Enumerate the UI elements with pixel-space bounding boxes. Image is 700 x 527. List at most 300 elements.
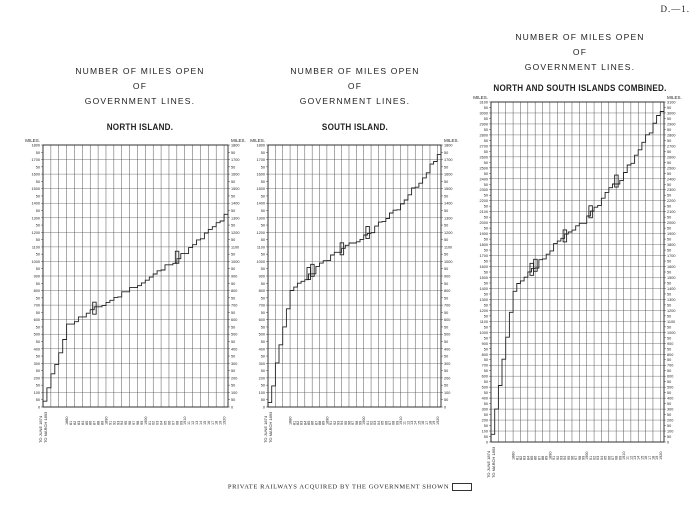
y-tick-label-right: 50 — [231, 354, 236, 359]
x-tick-label: 82 — [518, 455, 523, 460]
y-tick-label-right: 1100 — [231, 245, 240, 250]
x-tick-label: 86 — [88, 420, 93, 425]
y-tick-label-right: 50 — [667, 402, 672, 407]
y-tick-label-right: 50 — [231, 267, 236, 272]
y-tick-label-left: 500 — [33, 332, 40, 337]
y-tick-label-left: 50 — [483, 270, 488, 275]
x-tick-label: 86 — [533, 455, 538, 460]
caption — [0, 483, 700, 491]
x-tick-label: 99 — [358, 420, 363, 425]
y-tick-label-left: 1700 — [31, 158, 40, 163]
heading-line: OF — [132, 81, 148, 91]
y-tick-label-right: 1900 — [667, 232, 676, 237]
y-tick-label-right: 50 — [667, 116, 672, 121]
y-tick-label-left: 1800 — [256, 143, 265, 148]
y-tick-label-left: 50 — [35, 223, 40, 228]
y-tick-label-right: 50 — [231, 325, 236, 330]
y-tick-label-right: 50 — [667, 314, 672, 319]
y-tick-label-right: 50 — [667, 182, 672, 187]
x-tick-label: 14 — [198, 420, 203, 425]
y-tick-label-left: 2800 — [479, 133, 488, 138]
y-tick-label-left: 50 — [483, 105, 488, 110]
y-tick-label-left: 50 — [483, 413, 488, 418]
y-tick-label-left: 50 — [260, 310, 265, 315]
x-tick-label: 12 — [629, 455, 634, 460]
x-tick-label: 04 — [159, 420, 164, 425]
x-tick-label: 81 — [69, 420, 74, 425]
x-tick-label: 16 — [206, 420, 211, 425]
y-tick-label-right: 50 — [444, 238, 449, 243]
y-tick-label-right: 50 — [667, 160, 672, 165]
x-tick-label: 11 — [402, 421, 407, 425]
x-tick-label: 86 — [310, 420, 315, 425]
y-tick-label-left: 200 — [481, 418, 488, 423]
y-axis-unit-left: MILES. — [25, 138, 40, 143]
heading-line: GOVERNMENT LINES. — [84, 96, 196, 106]
x-tick-label-start: TO JUNE 1874 — [38, 415, 43, 443]
x-tick-label: 93 — [559, 455, 564, 460]
y-tick-label-right: 50 — [231, 194, 236, 199]
x-tick-label: 91 — [108, 420, 113, 425]
y-tick-label-left: 500 — [481, 385, 488, 390]
y-tick-label-left: 50 — [483, 402, 488, 407]
y-tick-label-right: 50 — [667, 259, 672, 264]
x-tick-label: 04 — [376, 420, 381, 425]
y-tick-label-right: 50 — [231, 209, 236, 213]
y-tick-label-left: 50 — [260, 369, 265, 374]
x-tick-label: 15 — [640, 455, 645, 460]
y-tick-label-left: 1700 — [479, 254, 488, 259]
y-tick-label-right: 50 — [667, 127, 672, 132]
y-tick-label-right: 700 — [667, 363, 674, 368]
y-tick-label-right: 50 — [231, 296, 236, 301]
y-tick-label-right: 50 — [444, 252, 449, 257]
y-tick-label-right: 200 — [444, 376, 451, 381]
y-tick-label-right: 600 — [667, 374, 674, 379]
y-tick-label-left: 3000 — [479, 111, 488, 116]
x-tick-label: 99 — [581, 455, 586, 460]
x-tick-label: 13 — [195, 420, 200, 425]
y-tick-label-right: 50 — [667, 347, 672, 352]
y-tick-label-right: 50 — [667, 237, 672, 242]
y-tick-label-left: 50 — [483, 138, 488, 143]
y-tick-label-left: 1200 — [31, 230, 40, 235]
y-tick-label-right: 1800 — [444, 143, 453, 148]
y-tick-label-right: 2800 — [667, 133, 676, 138]
y-tick-label-left: 1400 — [256, 201, 265, 206]
y-axis-unit-left: MILES. — [250, 138, 265, 143]
y-tick-label-left: 2100 — [479, 210, 488, 215]
heading-line: NUMBER OF MILES OPEN — [75, 66, 205, 76]
y-tick-label-right: 1800 — [667, 243, 676, 248]
y-tick-label-right: 50 — [667, 391, 672, 396]
caption-text: PRIVATE RAILWAYS ACQUIRED BY THE GOVERNMENT SHOWN — [227, 483, 450, 491]
y-tick-label-left: 50 — [483, 358, 488, 363]
y-tick-label-left: 50 — [35, 238, 40, 243]
y-tick-label-left: 800 — [481, 352, 488, 357]
x-tick-label-start: TO MARCH 1893 — [43, 411, 48, 443]
y-tick-label-left: 1300 — [31, 216, 40, 221]
y-tick-label-left: 50 — [483, 325, 488, 330]
y-tick-label-right: 1600 — [231, 172, 240, 177]
y-tick-label-right: 50 — [667, 270, 672, 275]
y-tick-label-right: 50 — [667, 149, 672, 154]
x-tick-label: 12 — [191, 420, 196, 425]
x-tick-label: 16 — [421, 420, 426, 425]
x-tick-label: 92 — [112, 420, 117, 425]
x-tick-label: 1920 — [435, 416, 440, 425]
y-tick-label-right: 1100 — [444, 245, 453, 250]
y-tick-label-right: 900 — [667, 341, 674, 346]
y-tick-label-left: 400 — [258, 347, 265, 352]
x-tick-label: 85 — [84, 420, 89, 425]
x-tick-label: 1890 — [104, 416, 109, 425]
x-tick-label: 02 — [151, 420, 156, 425]
y-tick-label-right: 0 — [444, 405, 447, 410]
y-tick-label-right: 500 — [231, 332, 238, 337]
y-tick-label-left: 100 — [33, 390, 40, 395]
x-tick-label: 16 — [644, 455, 649, 460]
y-tick-label-left: 600 — [33, 318, 40, 323]
y-tick-label-right: 1800 — [231, 143, 240, 148]
x-tick-label: 97 — [351, 420, 356, 425]
y-tick-label-right: 0 — [231, 405, 234, 410]
x-tick-label: 82 — [295, 420, 300, 425]
y-tick-label-right: 200 — [667, 418, 674, 423]
x-tick-label: 03 — [596, 455, 601, 460]
x-tick-label: 05 — [380, 420, 385, 425]
x-tick-label: 85 — [529, 455, 534, 460]
x-tick-label: 99 — [139, 420, 144, 425]
y-tick-label-right: 50 — [444, 398, 449, 403]
y-tick-label-right: 50 — [667, 204, 672, 209]
x-tick-label: 09 — [395, 420, 400, 425]
y-tick-label-left: 50 — [483, 424, 488, 429]
y-tick-label-left: 50 — [35, 179, 40, 184]
y-tick-label-right: 50 — [231, 398, 236, 403]
x-tick-label: 1900 — [143, 416, 148, 425]
x-tick-label: 08 — [391, 420, 396, 425]
y-tick-label-right: 50 — [231, 238, 236, 243]
y-tick-label-right: 50 — [231, 252, 236, 257]
x-tick-label: 85 — [306, 420, 311, 425]
x-tick-label: 1910 — [399, 416, 404, 425]
y-tick-label-left: 50 — [260, 223, 265, 228]
y-tick-label-left: 50 — [483, 116, 488, 121]
heading-line: NUMBER OF MILES OPEN — [290, 66, 420, 76]
y-tick-label-left: 50 — [483, 303, 488, 308]
y-tick-label-right: 1700 — [444, 158, 453, 163]
x-tick-label-start: TO MARCH 1893 — [491, 446, 496, 478]
x-tick-label: 83 — [76, 420, 81, 425]
x-tick-label: 1910 — [622, 451, 627, 460]
y-tick-label-right: 800 — [444, 289, 451, 294]
x-tick-label: 95 — [343, 420, 348, 425]
x-tick-label: 13 — [410, 420, 415, 425]
x-tick-label: 19 — [218, 420, 223, 425]
x-tick-label: 89 — [321, 420, 326, 425]
x-tick-label: 95 — [566, 455, 571, 460]
y-tick-label-left: 50 — [35, 369, 40, 374]
x-tick-label: 83 — [299, 420, 304, 425]
y-tick-label-right: 1500 — [231, 187, 240, 192]
y-tick-label-left: 1600 — [479, 265, 488, 270]
y-tick-label-left: 50 — [483, 336, 488, 341]
x-tick-label: 93 — [116, 420, 121, 425]
y-tick-label-right: 900 — [444, 274, 451, 279]
y-tick-label-right: 900 — [231, 274, 238, 279]
y-tick-label-right: 50 — [231, 150, 236, 155]
y-axis-unit-right: MILES. — [444, 138, 459, 143]
x-tick-label: 01 — [365, 420, 370, 425]
y-tick-label-left: 1700 — [256, 158, 265, 163]
y-tick-label-left: 1400 — [31, 201, 40, 206]
y-tick-label-left: 100 — [258, 390, 265, 395]
y-tick-label-right: 50 — [667, 424, 672, 429]
x-tick-label: 84 — [526, 455, 531, 460]
y-tick-label-right: 50 — [231, 223, 236, 228]
y-tick-label-right: 400 — [444, 347, 451, 352]
y-tick-label-left: 50 — [483, 248, 488, 253]
y-tick-label-left: 50 — [35, 383, 40, 388]
y-tick-label-right: 50 — [231, 383, 236, 388]
y-tick-label-left: 50 — [35, 150, 40, 155]
y-tick-label-right: 2000 — [667, 221, 676, 226]
x-tick-label: 12 — [406, 420, 411, 425]
y-tick-label-left: 50 — [35, 354, 40, 359]
heading-line: GOVERNMENT LINES. — [299, 96, 411, 106]
y-tick-label-left: 400 — [33, 347, 40, 352]
y-tick-label-right: 1600 — [667, 265, 676, 270]
y-tick-label-left: 50 — [483, 435, 488, 440]
x-tick-label: 95 — [124, 420, 129, 425]
y-tick-label-right: 500 — [444, 332, 451, 337]
y-tick-label-left: 50 — [260, 252, 265, 257]
x-tick-label: 14 — [636, 455, 641, 460]
y-tick-label-right: 50 — [444, 165, 449, 170]
y-tick-label-right: 50 — [667, 358, 672, 363]
y-tick-label-left: 50 — [483, 347, 488, 352]
y-tick-label-left: 1000 — [256, 259, 265, 264]
y-tick-label-right: 50 — [231, 340, 236, 344]
y-tick-label-left: 50 — [483, 160, 488, 165]
x-tick-label: 88 — [541, 455, 546, 460]
x-tick-label: 91 — [329, 420, 334, 425]
x-tick-label: 1920 — [222, 416, 227, 425]
y-tick-label-left: 50 — [483, 314, 488, 319]
y-tick-label-left: 50 — [260, 398, 265, 403]
y-tick-label-left: 2500 — [479, 166, 488, 171]
y-tick-label-right: 50 — [667, 281, 672, 286]
x-tick-label: 01 — [147, 420, 152, 425]
y-tick-label-right: 1000 — [444, 259, 453, 264]
y-tick-label-left: 500 — [258, 332, 265, 337]
x-tick-label: 88 — [318, 420, 323, 425]
x-tick-label: 09 — [179, 420, 184, 425]
y-tick-label-right: 1200 — [667, 308, 676, 313]
x-tick-label: 88 — [96, 420, 101, 425]
x-tick-label: 98 — [135, 420, 140, 425]
y-tick-label-left: 50 — [35, 340, 40, 344]
y-tick-label-left: 50 — [260, 179, 265, 184]
y-tick-label-left: 50 — [35, 296, 40, 301]
x-tick-label: 87 — [92, 420, 97, 425]
y-tick-label-right: 400 — [667, 396, 674, 401]
y-tick-label-right: 2500 — [667, 166, 676, 171]
x-tick-label: 07 — [387, 420, 392, 425]
y-tick-label-right: 0 — [667, 440, 670, 445]
y-tick-label-right: 50 — [667, 325, 672, 330]
y-tick-label-right: 1200 — [231, 230, 240, 235]
y-tick-label-left: 50 — [483, 391, 488, 396]
y-tick-label-right: 700 — [444, 303, 451, 308]
y-tick-label-right: 3000 — [667, 111, 676, 116]
y-tick-label-right: 50 — [667, 193, 672, 198]
y-tick-label-left: 200 — [33, 376, 40, 381]
x-tick-label: 15 — [202, 420, 207, 425]
x-tick-label: 1890 — [325, 416, 330, 425]
x-tick-label: 03 — [155, 420, 160, 425]
x-tick-label: 06 — [167, 420, 172, 425]
x-tick-label: 19 — [432, 420, 437, 425]
y-tick-label-right: 1500 — [667, 275, 676, 280]
y-tick-label-left: 800 — [33, 289, 40, 294]
x-tick-label: 17 — [210, 420, 215, 425]
y-tick-label-right: 1400 — [667, 286, 676, 291]
y-tick-label-right: 500 — [667, 385, 674, 390]
x-tick-label: 1880 — [65, 416, 70, 425]
x-tick-label: 11 — [625, 456, 630, 460]
x-tick-label: 01 — [588, 455, 593, 460]
y-tick-label-right: 50 — [444, 281, 449, 286]
y-tick-label-right: 50 — [667, 336, 672, 341]
y-tick-label-right: 50 — [444, 340, 449, 344]
y-tick-label-left: 50 — [483, 182, 488, 187]
y-tick-label-left: 1200 — [479, 308, 488, 313]
x-tick-label: 09 — [618, 455, 623, 460]
x-tick-label: 02 — [369, 420, 374, 425]
y-tick-label-left: 1300 — [256, 216, 265, 221]
x-tick-label-start: TO JUNE 1874 — [486, 450, 491, 478]
y-tick-label-left: 1500 — [479, 275, 488, 280]
x-tick-label: 92 — [332, 420, 337, 425]
y-tick-label-right: 100 — [667, 429, 674, 434]
y-tick-label-left: 50 — [483, 193, 488, 198]
heading-line: OF — [347, 81, 363, 91]
y-tick-label-right: 50 — [667, 369, 672, 374]
x-tick-label: 91 — [552, 455, 557, 460]
y-tick-label-left: 50 — [260, 340, 265, 344]
y-axis-unit-left: MILES. — [473, 95, 488, 100]
y-tick-label-right: 1600 — [444, 172, 453, 177]
y-tick-label-right: 1300 — [667, 297, 676, 302]
y-tick-label-left: 700 — [33, 303, 40, 308]
y-tick-label-left: 50 — [483, 204, 488, 209]
x-tick-label: 98 — [354, 420, 359, 425]
x-tick-label: 83 — [522, 455, 527, 460]
y-tick-label-right: 50 — [231, 179, 236, 184]
x-tick-label: 07 — [610, 455, 615, 460]
y-tick-label-left: 600 — [258, 318, 265, 323]
y-tick-label-left: 0 — [262, 405, 265, 410]
x-tick-label: 06 — [384, 420, 389, 425]
y-tick-label-right: 700 — [231, 303, 238, 308]
page-code: D.—1. — [660, 4, 690, 14]
y-tick-label-left: 1600 — [256, 172, 265, 177]
y-tick-label-right: 1500 — [444, 187, 453, 192]
y-tick-label-right: 1400 — [231, 201, 240, 206]
x-tick-label: 94 — [120, 420, 125, 425]
y-tick-label-left: 50 — [260, 296, 265, 301]
y-tick-label-right: 1700 — [231, 158, 240, 163]
y-tick-label-right: 100 — [231, 390, 238, 395]
y-tick-label-left: 50 — [483, 127, 488, 132]
y-tick-label-left: 800 — [258, 289, 265, 294]
y-tick-label-right: 50 — [444, 150, 449, 155]
x-tick-label: 89 — [100, 420, 105, 425]
y-tick-label-right: 600 — [444, 318, 451, 323]
x-tick-label: 84 — [80, 420, 85, 425]
x-tick-label: 1880 — [511, 451, 516, 460]
heading-line: GOVERNMENT LINES. — [524, 62, 636, 72]
y-tick-label-left: 200 — [258, 376, 265, 381]
y-tick-label-right: 50 — [667, 215, 672, 220]
y-tick-label-right: 50 — [667, 171, 672, 176]
y-tick-label-right: 50 — [667, 248, 672, 253]
y-tick-label-right: 2300 — [667, 188, 676, 193]
x-tick-label: 18 — [428, 420, 433, 425]
y-tick-label-left: 50 — [260, 325, 265, 330]
y-tick-label-left: 50 — [483, 215, 488, 220]
y-tick-label-left: 50 — [483, 369, 488, 374]
x-tick-label: 98 — [577, 455, 582, 460]
y-tick-label-left: 1000 — [31, 259, 40, 264]
y-tick-label-left: 400 — [481, 396, 488, 401]
x-tick-label: 89 — [544, 455, 549, 460]
x-tick-label: 04 — [599, 455, 604, 460]
x-tick-label: 81 — [515, 455, 520, 460]
y-tick-label-left: 50 — [260, 150, 265, 155]
y-tick-label-right: 50 — [444, 354, 449, 359]
y-tick-label-right: 1400 — [444, 201, 453, 206]
x-tick-label: 14 — [413, 420, 418, 425]
x-tick-label: 03 — [373, 420, 378, 425]
y-tick-label-left: 1200 — [256, 230, 265, 235]
y-tick-label-left: 0 — [37, 405, 40, 410]
x-tick-label: 02 — [592, 455, 597, 460]
y-tick-label-left: 1600 — [31, 172, 40, 177]
y-tick-label-left: 2400 — [479, 177, 488, 182]
y-tick-label-right: 50 — [231, 281, 236, 286]
y-tick-label-right: 1100 — [667, 319, 676, 324]
x-tick-label: 13 — [633, 455, 638, 460]
y-tick-label-right: 50 — [444, 325, 449, 330]
y-tick-label-right: 50 — [231, 165, 236, 170]
y-tick-label-left: 100 — [481, 429, 488, 434]
y-tick-label-left: 50 — [35, 194, 40, 199]
y-axis-unit-right: MILES. — [231, 138, 246, 143]
x-tick-label: 19 — [655, 455, 660, 460]
y-tick-label-left: 50 — [260, 281, 265, 286]
y-tick-label-left: 900 — [33, 274, 40, 279]
y-tick-label-left: 50 — [35, 252, 40, 257]
y-tick-label-right: 1200 — [444, 230, 453, 235]
x-tick-label: 87 — [314, 420, 319, 425]
y-tick-label-left: 50 — [260, 194, 265, 199]
y-tick-label-right: 2900 — [667, 122, 676, 127]
y-tick-label-right: 800 — [231, 289, 238, 294]
y-tick-label-right: 50 — [667, 138, 672, 143]
